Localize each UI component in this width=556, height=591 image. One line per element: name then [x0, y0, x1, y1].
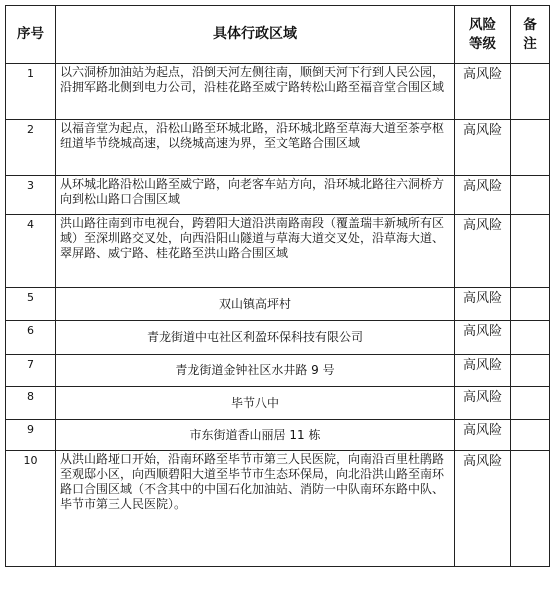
header-note — [511, 6, 550, 64]
row-note — [511, 451, 550, 567]
risk-area-table — [5, 5, 550, 567]
table-row — [6, 387, 550, 420]
row-area: 以六洞桥加油站为起点，沿倒天河左侧往南，顺倒天河下行到人民公园，沿拥军路北侧到电力公司，沿桂花路至威宁路转松山路至福音堂合围区域 — [56, 64, 455, 120]
row-risk: 高风险 — [455, 288, 511, 321]
row-area: 以福音堂为起点，沿松山路至环城北路，沿环城北路至草海大道至茶亭枢纽道毕节绕城高速，以绕城高速为界，至文笔路合围区域 — [56, 120, 455, 176]
header-row — [6, 6, 550, 64]
table-row — [6, 215, 550, 288]
table-row — [6, 355, 550, 387]
row-area: 青龙街道中屯社区利盈环保科技有限公司 — [56, 321, 455, 355]
row-risk: 高风险 — [455, 215, 511, 288]
row-index: 10 — [6, 451, 56, 567]
row-note — [511, 176, 550, 215]
row-index: 4 — [6, 215, 56, 288]
row-area: 双山镇高坪村 — [56, 288, 455, 321]
header-index: 序号 — [6, 6, 56, 64]
table-row — [6, 64, 550, 120]
header-note-line1: 备 — [523, 16, 537, 33]
header-risk-line2: 等级 — [469, 35, 496, 52]
row-note — [511, 215, 550, 288]
header-risk-line1: 风险 — [469, 16, 496, 33]
row-index: 8 — [6, 387, 56, 420]
table-row — [6, 288, 550, 321]
header-note-line2: 注 — [523, 35, 537, 52]
header-risk — [455, 6, 511, 64]
row-risk: 高风险 — [455, 64, 511, 120]
row-risk: 高风险 — [455, 321, 511, 355]
row-index: 9 — [6, 420, 56, 451]
table-row — [6, 420, 550, 451]
row-index: 3 — [6, 176, 56, 215]
row-note — [511, 321, 550, 355]
row-note — [511, 120, 550, 176]
row-note — [511, 355, 550, 387]
row-risk: 高风险 — [455, 451, 511, 567]
row-note — [511, 64, 550, 120]
row-note — [511, 288, 550, 321]
table-row — [6, 321, 550, 355]
table-row — [6, 120, 550, 176]
row-note — [511, 387, 550, 420]
table-row — [6, 176, 550, 215]
row-area: 青龙街道金钟社区水井路 9 号 — [56, 355, 455, 387]
row-risk: 高风险 — [455, 120, 511, 176]
row-risk: 高风险 — [455, 176, 511, 215]
header-area: 具体行政区域 — [56, 6, 455, 64]
row-area: 洪山路往南到市电视台，跨碧阳大道沿洪南路南段（覆盖瑞丰新城所有区域）至深圳路交叉处，向西沿阳山隧道与草海大道交叉处，沿草海大道、翠屏路、威宁路、桂花路至洪山路合围区域 — [56, 215, 455, 288]
row-index: 1 — [6, 64, 56, 120]
row-risk: 高风险 — [455, 355, 511, 387]
row-index: 7 — [6, 355, 56, 387]
table-row — [6, 451, 550, 567]
row-risk: 高风险 — [455, 387, 511, 420]
row-note — [511, 420, 550, 451]
row-area: 从环城北路沿松山路至威宁路，向老客车站方向，沿环城北路往六洞桥方向到松山路口合围区域 — [56, 176, 455, 215]
row-index: 6 — [6, 321, 56, 355]
row-risk: 高风险 — [455, 420, 511, 451]
row-index: 2 — [6, 120, 56, 176]
row-area: 毕节八中 — [56, 387, 455, 420]
row-area: 市东街道香山丽居 11 栋 — [56, 420, 455, 451]
row-index: 5 — [6, 288, 56, 321]
row-area: 从洪山路垭口开始，沿南环路至毕节市第三人民医院，向南沿百里杜鹃路至观邸小区，向西顺碧阳大道至毕节市生态环保局，向北沿洪山路至南环路口合围区域（不含其中的中国石化加油站、消防一中队南环东路中队、毕节市第三人民医院）。 — [56, 451, 455, 567]
